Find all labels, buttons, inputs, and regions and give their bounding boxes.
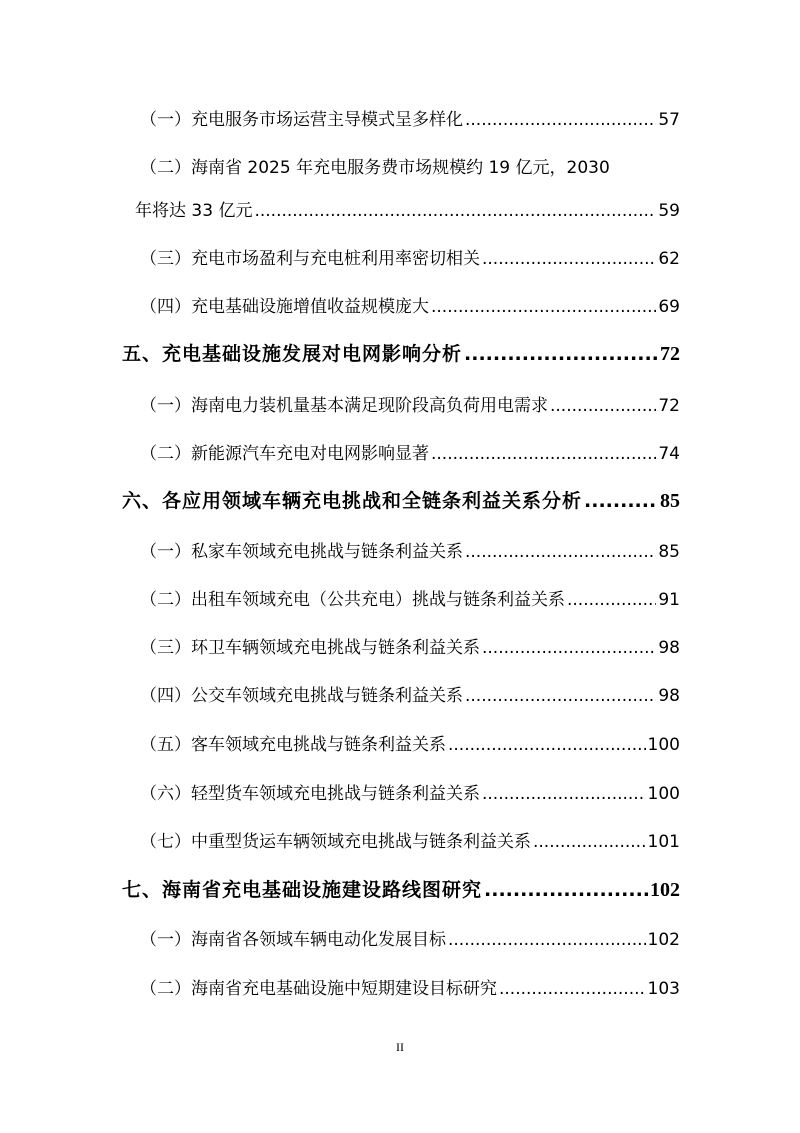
toc-entry-title: （一）海南省各领域车辆电动化发展目标 [140, 930, 446, 950]
toc-chapter[interactable] [122, 879, 680, 901]
toc-entry[interactable] [140, 734, 680, 756]
toc-entry-page: 98 [658, 686, 680, 706]
toc-entry[interactable] [140, 443, 680, 465]
toc-entry[interactable] [140, 395, 680, 417]
toc-leader-dots [482, 637, 656, 659]
toc-entry-page: 100 [647, 735, 680, 755]
toc-leader-dots [550, 395, 656, 417]
toc-entry-page: 59 [658, 201, 680, 221]
toc-leader-dots [499, 978, 646, 1000]
toc-chapter[interactable] [122, 343, 680, 365]
toc-entry[interactable] [140, 109, 680, 131]
toc-entry-title: （三）环卫车辆领域充电挑战与链条利益关系 [140, 638, 480, 658]
toc-entry-title: （五）客车领域充电挑战与链条利益关系 [140, 735, 446, 755]
toc-leader-dots [584, 490, 658, 512]
toc-entry[interactable] [140, 929, 680, 951]
toc-entry-page: 103 [647, 979, 680, 999]
toc-entry[interactable] [140, 685, 680, 707]
toc-entry-title: （三）充电市场盈利与充电桩利用率密切相关 [140, 249, 480, 269]
toc-entry-title: （一）充电服务市场运营主导模式呈多样化 [140, 110, 463, 130]
toc-entry[interactable] [140, 978, 680, 1000]
toc-entry-page: 100 [647, 784, 680, 804]
toc-leader-dots [482, 248, 656, 270]
toc-leader-dots [484, 879, 648, 901]
toc-entry[interactable] [140, 296, 680, 318]
toc-entry[interactable] [140, 831, 680, 853]
toc-entry-title: （二）海南省充电基础设施中短期建设目标研究 [140, 979, 497, 999]
toc-entry-title: （七）中重型货运车辆领域充电挑战与链条利益关系 [140, 832, 531, 852]
toc-leader-dots [482, 783, 646, 805]
toc-entry-page: 72 [658, 396, 680, 416]
toc-entry[interactable] [140, 541, 680, 563]
toc-entry-page: 91 [658, 590, 680, 610]
toc-leader-dots [448, 734, 646, 756]
toc-entry-title: （二）新能源汽车充电对电网影响显著 [140, 444, 429, 464]
toc-leader-dots [533, 831, 646, 853]
toc-chapter-title: 六、各应用领域车辆充电挑战和全链条利益关系分析 [122, 490, 583, 512]
toc-leader-dots [464, 343, 658, 365]
toc-chapter-page: 85 [660, 490, 680, 512]
toc-leader-dots [431, 296, 656, 318]
toc-entry[interactable] [140, 248, 680, 270]
toc-entry-title: 年将达 33 亿元 [135, 201, 253, 221]
toc-leader-dots [448, 929, 646, 951]
toc-leader-dots [254, 200, 656, 222]
toc-chapter-page: 102 [650, 879, 680, 901]
page-number-footer: II [396, 1040, 404, 1054]
toc-chapter-page: 72 [660, 343, 680, 365]
toc-entry-page: 102 [647, 930, 680, 950]
toc-entry-title: （一）海南电力装机量基本满足现阶段高负荷用电需求 [140, 396, 548, 416]
toc-entry-page: 74 [658, 444, 680, 464]
toc-leader-dots [465, 109, 656, 131]
toc-entry-page: 101 [647, 832, 680, 852]
toc-entry-title: （二）海南省 2025 年充电服务费市场规模约 19 亿元，2030 [140, 158, 610, 178]
toc-entry-title: （一）私家车领域充电挑战与链条利益关系 [140, 542, 463, 562]
toc-entry-continuation[interactable] [135, 200, 680, 222]
toc-chapter[interactable] [122, 490, 680, 512]
toc-chapter-title: 五、充电基础设施发展对电网影响分析 [122, 343, 463, 365]
toc-entry-title: （六）轻型货车领域充电挑战与链条利益关系 [140, 784, 480, 804]
toc-entry-page: 85 [658, 542, 680, 562]
toc-leader-dots [465, 685, 656, 707]
toc-entry[interactable] [140, 783, 680, 805]
toc-entry[interactable] [140, 589, 680, 611]
toc-leader-dots [567, 589, 656, 611]
toc-entry-page: 69 [658, 297, 680, 317]
toc-entry[interactable] [140, 637, 680, 659]
toc-entry-title: （二）出租车领域充电（公共充电）挑战与链条利益关系 [140, 590, 565, 610]
toc-chapter-title: 七、海南省充电基础设施建设路线图研究 [122, 879, 483, 901]
toc-entry-title: （四）充电基础设施增值收益规模庞大 [140, 297, 429, 317]
toc-entry-page: 62 [658, 249, 680, 269]
toc-entry-page: 57 [658, 110, 680, 130]
toc-leader-dots [431, 443, 656, 465]
toc-entry[interactable] [140, 157, 610, 179]
toc-leader-dots [465, 541, 656, 563]
toc-entry-title: （四）公交车领域充电挑战与链条利益关系 [140, 686, 463, 706]
toc-entry-page: 98 [658, 638, 680, 658]
